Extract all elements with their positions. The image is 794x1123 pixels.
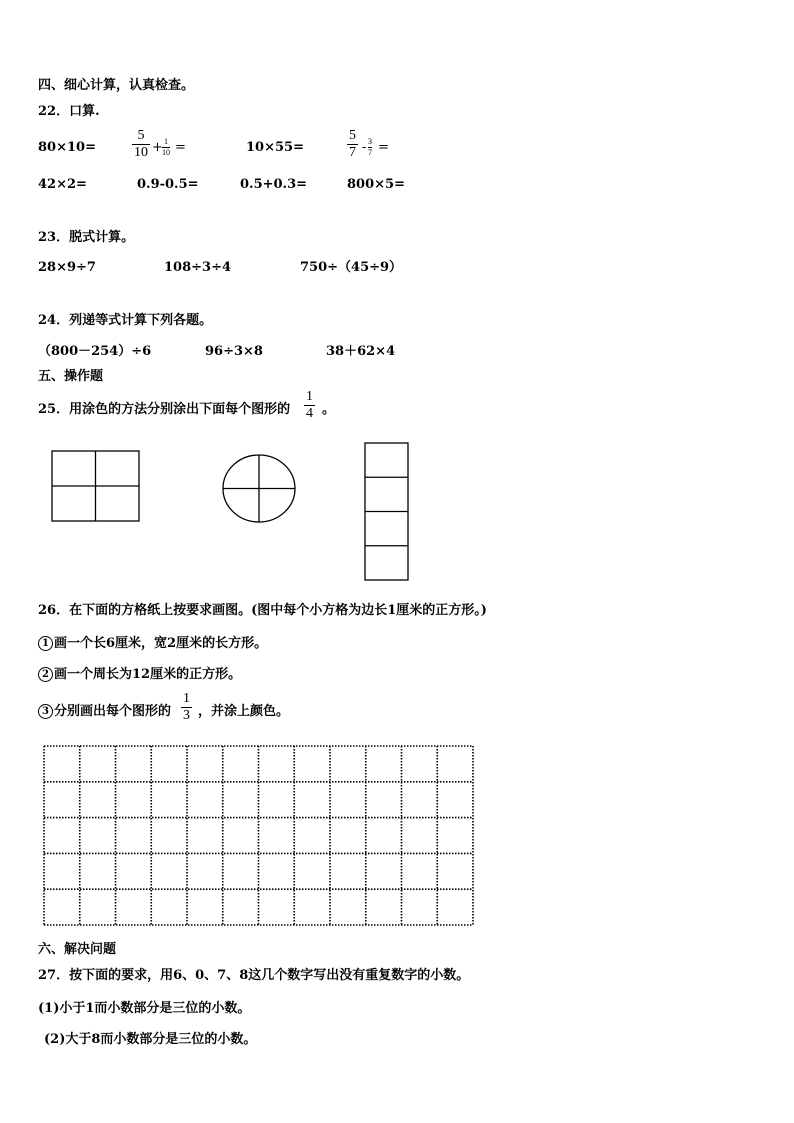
question-25-text: 25．用涂色的方法分别涂出下面每个图形的 (38, 402, 291, 417)
q24-item-2: 96÷3×8 (205, 344, 263, 359)
fraction: 1 10 (162, 137, 170, 157)
q23-item-3: 750÷（45÷9） (300, 260, 403, 275)
q26-item-2 (38, 667, 241, 683)
section-5-title: 五、操作题 (38, 369, 104, 384)
q27-sub-1: (1)小于1而小数部分是三位的小数。 (38, 1001, 251, 1016)
q22-item-8: 800×5= (347, 177, 405, 192)
q26-item-3-text-end: ，并涂上颜色。 (198, 704, 290, 719)
fraction: 5 10 (134, 128, 148, 160)
q26-item-2-text: 画一个周长为12厘米的正方形。 (54, 667, 242, 682)
grid-paper[interactable] (0, 740, 794, 940)
fraction: 1 3 (183, 691, 190, 723)
q24-item-1: （800－254）÷6 (38, 344, 152, 359)
fraction: 1 4 (306, 389, 313, 421)
q26-item-1-text: 画一个长6厘米，宽2厘米的长方形。 (54, 636, 268, 651)
equals-sign: = (175, 140, 186, 155)
question-26-text: 26．在下面的方格纸上按要求画图。(图中每个小方格为边长1厘米的正方形。) (38, 603, 487, 618)
question-22-label: 22．口算. (38, 104, 100, 119)
question-27-text: 27．按下面的要求，用6、0、7、8这几个数字写出没有重复数字的小数。 (38, 968, 470, 983)
q27-sub-2: (2)大于8而小数部分是三位的小数。 (44, 1032, 257, 1047)
period: 。 (322, 402, 336, 417)
plus-operator: + (152, 140, 163, 155)
q22-item-7: 0.5+0.3= (240, 177, 308, 192)
equals-sign: = (378, 140, 389, 155)
square-quartered-shape (52, 451, 139, 521)
question-23-label: 23．脱式计算。 (38, 230, 135, 245)
q24-item-3: 38＋62×4 (326, 344, 396, 359)
circled-number: 2 (38, 667, 53, 682)
q23-item-2: 108÷3÷4 (164, 260, 232, 275)
fraction: 3 7 (368, 137, 372, 157)
q22-item-3: 10×55= (246, 140, 304, 155)
q22-item-6: 0.9-0.5= (137, 177, 199, 192)
circled-number: 3 (38, 704, 53, 719)
q26-item-1 (38, 636, 267, 652)
section-6-title: 六、解决问题 (38, 942, 117, 957)
q26-item-3 (38, 704, 171, 720)
circle-quartered-shape (223, 455, 295, 522)
q22-item-5: 42×2= (38, 177, 87, 192)
fraction: 5 7 (349, 128, 356, 160)
vertical-strip-shape (365, 443, 408, 580)
q26-item-3-text: 分别画出每个图形的 (54, 704, 172, 719)
circled-number: 1 (38, 636, 53, 651)
q22-item-1: 80×10= (38, 140, 96, 155)
q23-item-1: 28×9÷7 (38, 260, 96, 275)
minus-operator: - (362, 140, 367, 155)
question-24-label: 24．列递等式计算下列各题。 (38, 313, 213, 328)
section-4-title: 四、细心计算，认真检查。 (38, 78, 195, 93)
